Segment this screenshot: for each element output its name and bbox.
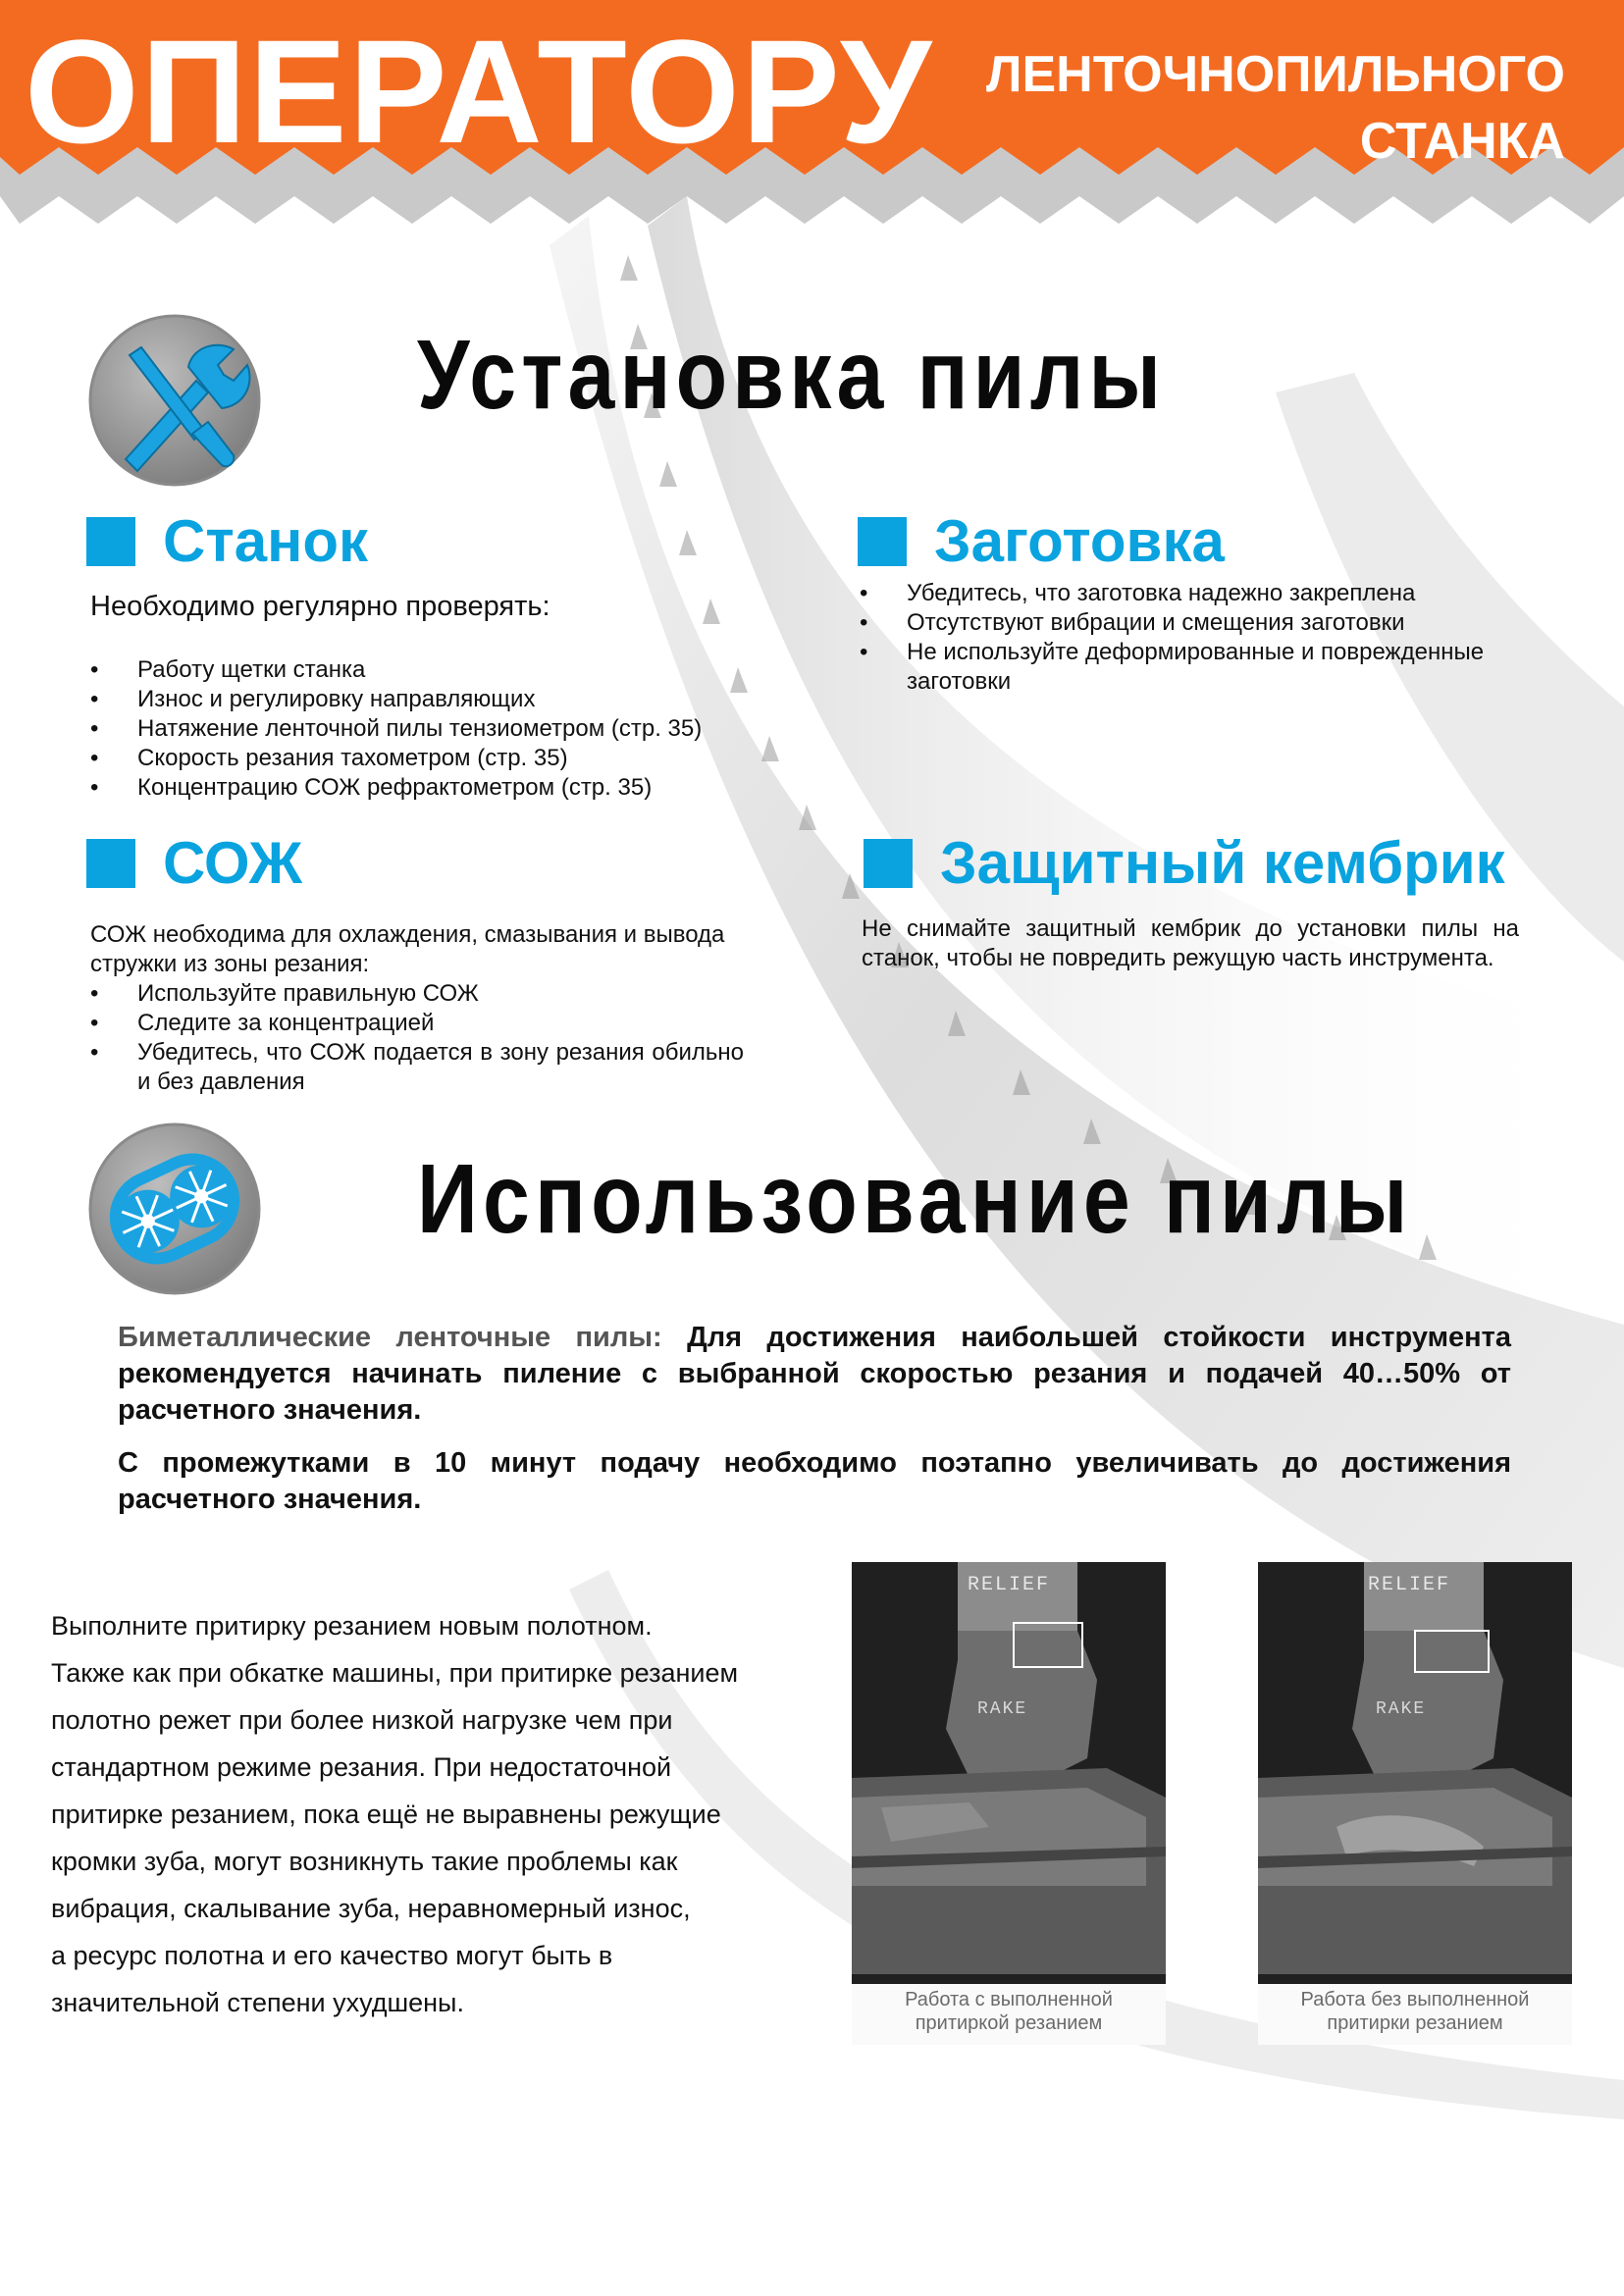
subtitle-line-2: СТАНКА xyxy=(1359,113,1565,170)
rake-label: RAKE xyxy=(977,1699,1028,1719)
zagotovka-heading xyxy=(858,508,1225,574)
feed-increase-paragraph: С промежутками в 10 минут подачу необходимо поэтапно увеличивать до достижения расчетного значения. xyxy=(118,1447,1511,1515)
list-item: • Натяжение ленточной пилы тензиометром (стр. 35) xyxy=(88,714,775,744)
relief-label: RELIEF xyxy=(968,1574,1051,1596)
runin-line: стандартном режиме резания. При недостаточной xyxy=(51,1752,672,1782)
list-item: • Убедитесь, что заготовка надежно закреплена xyxy=(858,579,1545,608)
soj-intro: СОЖ необходима для охлаждения, смазывания и вывода стружки из зоны резания: xyxy=(90,921,725,977)
tooth-photo-drawing xyxy=(1258,1562,1572,1984)
runin-line: Также как при обкатке машины, при притирке резанием xyxy=(51,1658,739,1688)
blue-square-marker xyxy=(864,839,913,888)
bimetal-text: Для достижения наибольшей стойкости инструмента рекомендуется начинать пиление с выбранной скоростью резания и подачей 40…50% от расчетного значения. xyxy=(118,1322,1511,1426)
kembrik-title: Защитный кембрик xyxy=(940,830,1505,896)
list-item: • Износ и регулировку направляющих xyxy=(88,685,775,714)
list-item: • Используйте правильную СОЖ xyxy=(88,979,744,1009)
list-item: • Не используйте деформированные и поврежденные заготовки xyxy=(858,638,1545,697)
stanok-title: Станок xyxy=(163,508,369,574)
subtitle-line-1: ЛЕНТОЧНОПИЛЬНОГО xyxy=(985,46,1565,103)
page-title: ОПЕРАТОРУ xyxy=(25,9,934,174)
blue-square-marker xyxy=(86,517,135,566)
photo-caption xyxy=(852,1988,1166,2035)
caption-line-2: притиркой резанием xyxy=(915,2012,1103,2034)
tooth-photo-with-runin xyxy=(852,1562,1166,1984)
zagotovka-list xyxy=(858,579,1545,697)
header-banner xyxy=(0,0,1624,196)
band-saw-wheels-icon xyxy=(86,1121,263,1297)
list-item: • Убедитесь, что СОЖ подается в зону резания обильно и без давления xyxy=(88,1038,744,1097)
section2-heading: Использование пилы xyxy=(417,1144,1413,1254)
caption-line-2: притирки резанием xyxy=(1327,2012,1503,2034)
tooth-photo-without-runin xyxy=(1258,1562,1572,1984)
bimetal-paragraph xyxy=(118,1320,1511,1429)
blue-square-marker xyxy=(858,517,907,566)
soj-heading xyxy=(86,830,302,896)
runin-line: Выполните притирку резанием новым полотном. xyxy=(51,1611,653,1641)
runin-paragraph xyxy=(51,1602,738,2026)
runin-line: притирке резанием, пока ещё не выравнены режущие xyxy=(51,1800,721,1829)
stanok-heading xyxy=(86,508,369,574)
blue-square-marker xyxy=(86,839,135,888)
stanok-intro: Необходимо регулярно проверять: xyxy=(90,591,550,622)
stanok-list xyxy=(88,655,775,803)
list-item: • Отсутствуют вибрации и смещения заготовки xyxy=(858,608,1545,638)
kembrik-text: Не снимайте защитный кембрик до установки пилы на станок, чтобы не повредить режущую часть инструмента. xyxy=(862,915,1519,971)
soj-list xyxy=(88,979,744,1097)
bimetal-label: Биметаллические ленточные пилы: xyxy=(118,1322,662,1353)
photo-caption xyxy=(1258,1988,1572,2035)
caption-line-1: Работа без выполненной xyxy=(1300,1989,1530,2010)
runin-line: полотно режет при более низкой нагрузке чем при xyxy=(51,1705,673,1735)
runin-line: а ресурс полотна и его качество могут быть в xyxy=(51,1941,613,1970)
runin-line: значительной степени ухудшены. xyxy=(51,1988,464,2017)
list-item: • Следите за концентрацией xyxy=(88,1009,744,1038)
caption-line-1: Работа с выполненной xyxy=(905,1989,1113,2010)
section1-heading: Установка пилы xyxy=(417,320,1167,430)
soj-title: СОЖ xyxy=(163,830,302,896)
kembrik-heading xyxy=(864,830,1505,896)
tooth-photo-drawing xyxy=(852,1562,1166,1984)
runin-line: вибрация, скалывание зуба, неравномерный износ, xyxy=(51,1894,691,1923)
page-subtitle xyxy=(976,41,1565,175)
list-item: • Скорость резания тахометром (стр. 35) xyxy=(88,744,775,773)
runin-line: кромки зуба, могут возникнуть такие проблемы как xyxy=(51,1847,678,1876)
list-item: • Работу щетки станка xyxy=(88,655,775,685)
photo-card-without-runin xyxy=(1258,1562,1572,2045)
wrench-screwdriver-icon xyxy=(86,312,263,489)
relief-label: RELIEF xyxy=(1368,1574,1451,1596)
list-item: • Концентрацию СОЖ рефрактометром (стр. 35) xyxy=(88,773,775,803)
rake-label: RAKE xyxy=(1376,1699,1427,1719)
photo-card-with-runin xyxy=(852,1562,1166,2045)
zagotovka-title: Заготовка xyxy=(934,508,1225,574)
